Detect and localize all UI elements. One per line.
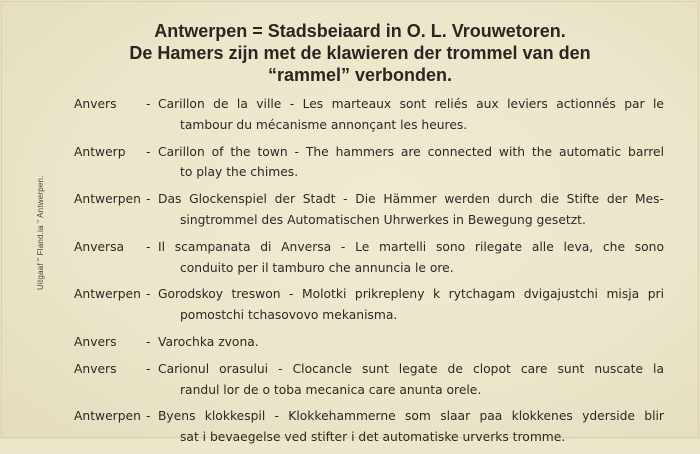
entry-text-line-2: sat i bevaegelse ved stifter i det automatiske urverks tromme. (180, 430, 566, 445)
entry-dash: - (146, 97, 151, 111)
entry-german (74, 189, 664, 231)
entry-text-line-2: pomostchi tchasovovo mekanisma. (180, 308, 398, 323)
entry-dash: - (146, 239, 151, 254)
entry-place: Anvers (74, 361, 117, 376)
entry-danish (74, 406, 664, 448)
entry-place: Antwerp (74, 144, 126, 159)
entry-french (74, 94, 664, 136)
entry-text-line-1: Carillon of the town - The hammers are connected with the automatic barrel (158, 144, 664, 159)
entry-text (158, 94, 664, 136)
header-line-3: “rammel” verbonden. (267, 65, 453, 85)
card-header (60, 20, 660, 86)
entry-text-line-2: singtrommel des Automatischen Uhrwerkes in Bewegung gesetzt. (180, 212, 586, 227)
entry-text-line-2: conduito per il tamburo che annuncia le ore. (180, 260, 454, 275)
entry-english (74, 142, 664, 184)
entry-text-line-1: Gorodskoy treswon - Molotki prikrepleny k rytchagam dvigajustchi misja pri (158, 287, 664, 302)
entry-place: Anvers (74, 334, 117, 349)
entry-text (158, 406, 664, 448)
entry-place: Anversa (74, 239, 125, 254)
entry-dash: - (146, 192, 151, 207)
entry-text-line-1: Das Glockenspiel der Stadt - Die Hämmer werden durch die Stifte der Mes- (158, 192, 664, 207)
entry-text (158, 332, 664, 353)
entry-text (158, 142, 664, 184)
entry-text-line-2: to play the chimes. (180, 165, 299, 180)
entry-place: Antwerpen (74, 409, 141, 424)
entry-text-line-1: Carionul orasului - Clocancle sunt legate de clopot care sunt nuscate la (158, 361, 664, 376)
description-list (74, 94, 664, 454)
entry-text (158, 284, 664, 326)
entry-text-line-2: randul lor de o toba mecanica care anunta orele. (180, 382, 482, 397)
entry-short (74, 332, 664, 353)
entry-dash: - (146, 334, 151, 349)
header-line-1: Antwerpen = Stadsbeiaard in O. L. Vrouwetoren. (154, 21, 566, 41)
entry-text (158, 237, 664, 279)
entry-dash: - (146, 409, 151, 424)
entry-dash: - (146, 361, 151, 376)
entry-place: Antwerpen (74, 192, 141, 207)
entry-italian (74, 237, 664, 279)
entry-place: Antwerpen (74, 287, 141, 302)
entry-text-line-1: Il scampanata di Anversa - Le martelli sono rilegate alle leva, che sono (158, 239, 664, 254)
entry-text (158, 359, 664, 401)
entry-text (158, 189, 664, 231)
header-line-2: De Hamers zijn met de klawieren der trommel van den (129, 43, 591, 63)
publisher-label: Uitgaaf " Fland.ia " Antwerpen. (36, 175, 45, 290)
entry-russian (74, 284, 664, 326)
entry-dash: - (146, 144, 151, 159)
entry-text-line-1: Carillon de la ville - Les marteaux sont reliés aux leviers actionnés par le (158, 97, 664, 111)
entry-place: Anvers (74, 97, 117, 111)
entry-romanian (74, 359, 664, 401)
entry-dash: - (146, 287, 151, 302)
entry-text-line-1: Varochka zvona. (158, 334, 259, 349)
entry-text-line-2: tambour du mécanisme annonçant les heures. (180, 117, 468, 132)
entry-text-line-1: Byens klokkespil - Klokkehammerne som slaar paa klokkenes yderside blir (158, 409, 664, 424)
